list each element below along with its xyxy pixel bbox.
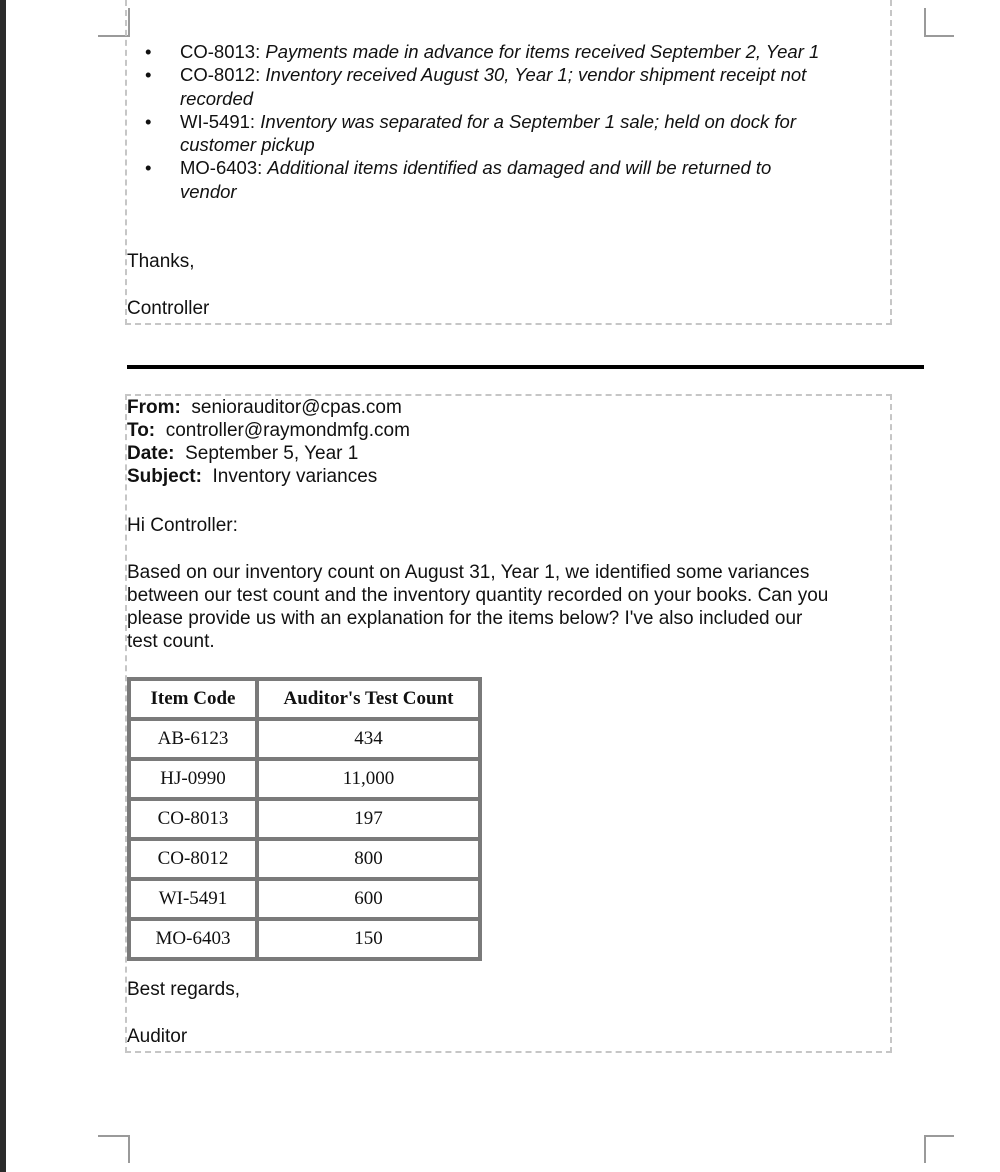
table-row — [129, 719, 480, 759]
subject-value: Inventory variances — [212, 466, 378, 487]
body-line: test count. — [127, 631, 215, 652]
crop-mark — [128, 1135, 130, 1163]
subject-line — [127, 465, 410, 488]
table-row — [129, 759, 480, 799]
to-line — [127, 419, 410, 442]
item-code-cell: AB-6123 — [129, 719, 257, 759]
item-explanation-cont: customer pickup — [180, 134, 315, 156]
closing-text: Best regards, — [127, 979, 240, 1000]
crop-mark — [98, 1135, 130, 1137]
date-label: Date: — [127, 443, 175, 464]
list-item — [145, 40, 890, 63]
item-code-cell: CO-8013 — [129, 799, 257, 839]
table-row — [129, 839, 480, 879]
item-code-cell: MO-6403 — [129, 919, 257, 959]
item-explanation-cont: recorded — [180, 87, 254, 109]
crop-mark — [924, 1135, 954, 1137]
list-item — [145, 63, 890, 110]
item-explanation: Inventory received August 30, Year 1; vendor shipment receipt not — [265, 64, 807, 86]
item-code: WI-5491: — [180, 110, 256, 132]
body-line: Based on our inventory count on August 31, Year 1, we identified some variances — [127, 562, 810, 583]
table-row — [129, 879, 480, 919]
email-separator — [127, 365, 924, 369]
to-label: To: — [127, 420, 156, 441]
crop-mark — [924, 35, 954, 37]
item-explanation-cont: vendor — [180, 180, 237, 202]
table-header-row — [129, 679, 480, 719]
list-item — [145, 110, 890, 157]
from-line — [127, 396, 410, 419]
window-left-edge — [0, 0, 6, 1172]
closing-text: Thanks, — [127, 251, 195, 272]
from-address: seniorauditor@cpas.com — [191, 397, 402, 418]
item-code-cell: WI-5491 — [129, 879, 257, 919]
test-count-cell: 434 — [257, 719, 480, 759]
email-header — [127, 396, 410, 488]
column-header-item-code: Item Code — [129, 679, 257, 719]
list-item — [145, 156, 890, 203]
body-line: between our test count and the inventory quantity recorded on your books. Can you — [127, 585, 829, 606]
test-count-cell: 150 — [257, 919, 480, 959]
item-explanation: Additional items identified as damaged and will be returned to — [267, 157, 772, 179]
subject-label: Subject: — [127, 466, 202, 487]
bullet-icon: • — [145, 157, 152, 179]
bullet-icon: • — [145, 110, 152, 132]
email-body — [127, 561, 828, 653]
date-value: September 5, Year 1 — [185, 443, 359, 464]
item-code-cell: CO-8012 — [129, 839, 257, 879]
from-label: From: — [127, 397, 181, 418]
column-header-test-count: Auditor's Test Count — [257, 679, 480, 719]
test-count-cell: 197 — [257, 799, 480, 839]
greeting-text: Hi Controller: — [127, 515, 238, 536]
crop-mark — [924, 1135, 926, 1163]
date-line — [127, 442, 410, 465]
bullet-icon: • — [145, 41, 152, 62]
item-code: MO-6403: — [180, 157, 263, 179]
item-explanation: Payments made in advance for items received September 2, Year 1 — [265, 41, 820, 62]
to-address: controller@raymondmfg.com — [165, 420, 410, 441]
item-explanation: Inventory was separated for a September 1 sale; held on dock for — [260, 110, 796, 132]
test-count-cell: 11,000 — [257, 759, 480, 799]
crop-mark — [924, 8, 926, 36]
body-line: please provide us with an explanation for the items below? I've also included our — [127, 608, 803, 629]
variance-explanations-list — [145, 40, 890, 203]
test-count-table — [127, 677, 482, 961]
table-row — [129, 919, 480, 959]
item-code: CO-8013: — [180, 41, 261, 62]
test-count-cell: 800 — [257, 839, 480, 879]
table-row — [129, 799, 480, 839]
signature-text: Controller — [127, 298, 210, 319]
item-code-cell: HJ-0990 — [129, 759, 257, 799]
item-code: CO-8012: — [180, 64, 261, 86]
signature-text: Auditor — [127, 1026, 188, 1047]
bullet-icon: • — [145, 64, 152, 86]
test-count-cell: 600 — [257, 879, 480, 919]
